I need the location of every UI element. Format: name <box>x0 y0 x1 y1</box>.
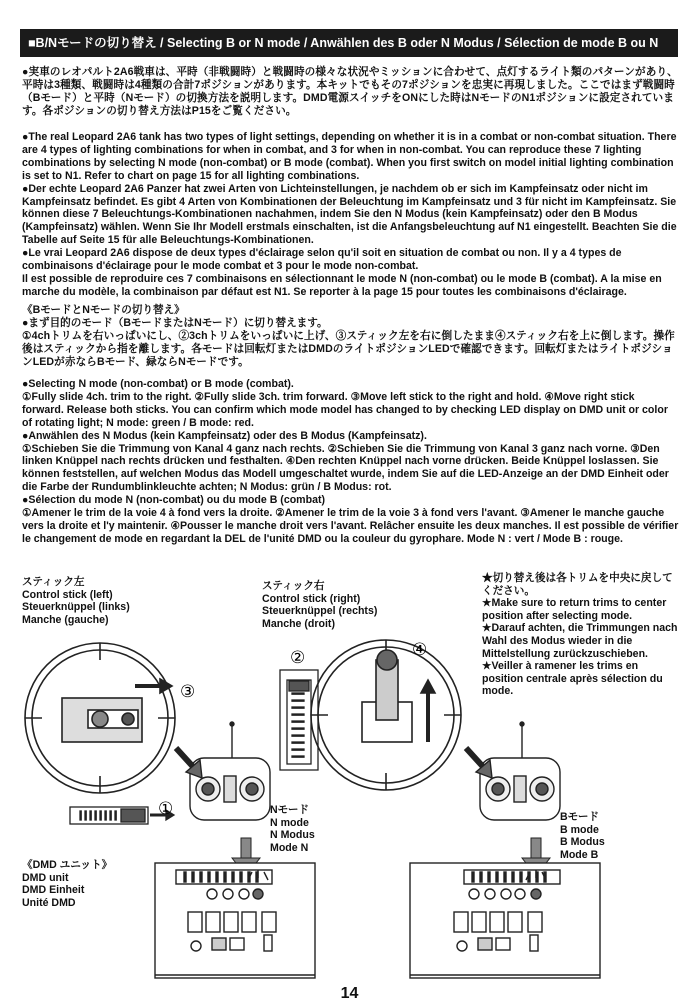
step-4-marker: ④ <box>412 640 428 660</box>
section-header: ■B/Nモードの切り替え / Selecting B or N mode / Anwählen des B oder N Modus / Sélection de mode B ou N <box>20 29 678 57</box>
dmd-jp: 《DMD ユニット》 <box>22 859 113 871</box>
note-jp: ★切り替え後は各トリムを中央に戻してください。 <box>482 572 673 597</box>
steps-de-heading: ●Anwählen des N Modus (kein Kampfeinsatz) oder des B Modus (Kampfeinsatz). <box>22 429 427 442</box>
intro-fr-text-1: ●Le vrai Leopard 2A6 dispose de deux types d'éclairage selon qu'il soit en situation de combat ou non. Il y a 4 types de combinaisons d'éclairage pour le mode combat et 3 pour le mode non-combat. <box>22 247 622 273</box>
step-1-marker: ① <box>158 799 174 819</box>
note-en: ★Make sure to return trims to center position after selecting mode. <box>482 597 667 622</box>
left-stick-diagram <box>25 643 175 793</box>
right-stick-jp: スティック右 <box>262 580 325 592</box>
left-stick-de: Steuerknüppel (links) <box>22 601 130 614</box>
dmd-fr: Unité DMD <box>22 896 76 909</box>
steps-jp-sub: ●まず目的のモード（BモードまたはNモード）に切り替えます。 <box>22 316 328 329</box>
right-stick-en: Control stick (right) <box>262 592 361 605</box>
dmd-de: DMD Einheit <box>22 884 85 897</box>
steps-en-heading: ●Selecting N mode (non-combat) or B mode (combat). <box>22 378 294 390</box>
n-mode-en: N mode <box>270 816 309 829</box>
b-mode-jp: Bモード <box>560 811 600 823</box>
steps-fr-body: ①Amener le trim de la voie 4 à fond vers la droite. ②Amener le trim de la voie 3 à fond vers l'avant. ③Amener le manche gauche vers la droite et l'y maintenir. ④Pousser le manche droit vers l'avant. Relâcher ensuite les deux manches. Il est possible de vérifier le changement de mode en regardant la DEL de l'unité DMD ou la couleur du gyrophare. Mode N : vert / Mode B : rouge. <box>22 507 679 545</box>
dmd-unit-left <box>155 863 315 978</box>
steps-fr-heading: ●Sélection du mode N (non-combat) ou du mode B (combat) <box>22 494 326 507</box>
steps-jp-heading: 《BモードとNモードの切り替え》 <box>22 304 185 316</box>
n-mode-fr: Mode N <box>270 841 309 854</box>
left-stick-fr: Manche (gauche) <box>22 613 109 626</box>
dmd-unit-right <box>410 863 600 978</box>
steps-jp-body: ①4chトリムを右いっぱいにし、②3chトリムをいっぱいに上げ、③スティック左を右に倒したまま④スティック右を上に倒します。操作後はスティックから指を離します。各モードは回転灯またはDMDのライトポジションLEDで確認できます。回転灯またはライトポジションLEDが赤ならBモード、緑ならNモードです。 <box>22 329 675 368</box>
b-mode-fr: Mode B <box>560 848 599 861</box>
steps-de-body: ①Schieben Sie die Trimmung von Kanal 4 ganz nach rechts. ②Schieben Sie die Trimmung von Kanal 3 ganz nach vorne. ③Den linken Knüppel nach rechts drücken und festhalten. ④Den rechten Knüppel nach vorne drücken. Beide Knüppel loslassen. Sie können feststellen, auf welchen Modus das Modell umgeschaltet wurde, indem Sie auf die LED-Anzeige an der DMD Einheit oder die Farbe der Rundumblinkleuchte achten; N Modus: grün / B Modus: rot. <box>22 442 669 494</box>
right-stick-de: Steuerknüppel (rechts) <box>262 605 378 618</box>
intro-fr-text-2: Il est possible de reproduire ces 7 combinaisons en sélectionnant le mode N (non-combat) ou le mode B (combat). A la mise en marche du modèle, la combinaison par défaut est N1. Se reporter à la page 15 pour toutes les combinaisons d'éclairage. <box>22 272 662 298</box>
n-mode-de: N Modus <box>270 829 315 842</box>
intro-de-text: ●Der echte Leopard 2A6 Panzer hat zwei Arten von Lichteinstellungen, je nachdem ob er sich im Kampfeinsatz oder nicht im Kampfeinsatz befindet. Es gibt 4 Arten von Kombinationen der Beleuchtung im Kampfeinsatz und 3 für nicht im Kampfeinsatz. Sie können diese 7 Beleuchtungs-Kombinationen nachahmen, indem Sie den N Modus (kein Kampfeinsatz) oder den B Modus (Kampfeinsatz) wählen. Wenn Sie Ihr Modell erstmals einschalten, ist die Anfangsbeleuchtung auf N1 eingestellt. Beachten Sie die Tabelle auf Seite 15 für alle Beleuchtungs-Kombinationen. <box>22 182 677 247</box>
left-stick-jp: スティック左 <box>22 576 85 588</box>
right-stick-diagram <box>311 640 461 790</box>
page-number: 14 <box>340 985 359 1002</box>
b-mode-en: B mode <box>560 823 599 836</box>
transmitter-right <box>466 722 560 820</box>
b-mode-de: B Modus <box>560 836 605 849</box>
intro-jp-text: ●実車のレオパルト2A6戦車は、平時（非戦闘時）と戦闘時の様々な状況やミッションに合わせて、点灯するライト類のパターンがあり、平時は3種類、戦闘時は4種類の合計7ポジションがあります。本キットでもその7ポジションを忠実に再現しました。ここではまず戦闘時（Bモード）と平時（Nモード）の切換方法を説明します。DMD電源スイッチをONにした時はNモードのN1ポジションに設定されています。各ポジションの切り替え方法はP15をご覧ください。 <box>22 66 678 117</box>
note-de: ★Darauf achten, die Trimmungen nach Wahl des Modus wieder in die Mittelstellung zurückzuschieben. <box>482 622 678 660</box>
intro-en-text: ●The real Leopard 2A6 tank has two types of light settings, depending on whether it is in a combat or non-combat situation. There are 4 types of lighting combinations for when in combat, and 3 for when in non-combat. You can reproduce these 7 lighting combinations by selecting N mode (non-combat) or B mode (combat). When you first switch on model initial lighting combination is set to N1. Refer to chart on page 15 for all lighting combinations. <box>22 131 677 182</box>
right-stick-fr: Manche (droit) <box>262 617 335 630</box>
steps-en-body: ①Fully slide 4ch. trim to the right. ②Fully slide 3ch. trim forward. ③Move left stick to the right and hold. ④Move right stick forward. Release both sticks. You can confirm which mode model has changed to by checking LED display on DMD unit or color of rotating light; N mode: green / B mode: red. <box>22 390 668 429</box>
note-fr: ★Veiller à ramener les trims en position centrale après sélection du mode. <box>482 660 663 698</box>
trim-slider-3ch <box>280 670 318 770</box>
step-3-marker: ③ <box>180 682 196 702</box>
n-mode-jp: Nモード <box>270 804 310 816</box>
step-2-marker: ② <box>290 648 306 668</box>
transmitter-left <box>176 722 270 820</box>
left-stick-en: Control stick (left) <box>22 588 113 601</box>
dmd-en: DMD unit <box>22 871 69 884</box>
